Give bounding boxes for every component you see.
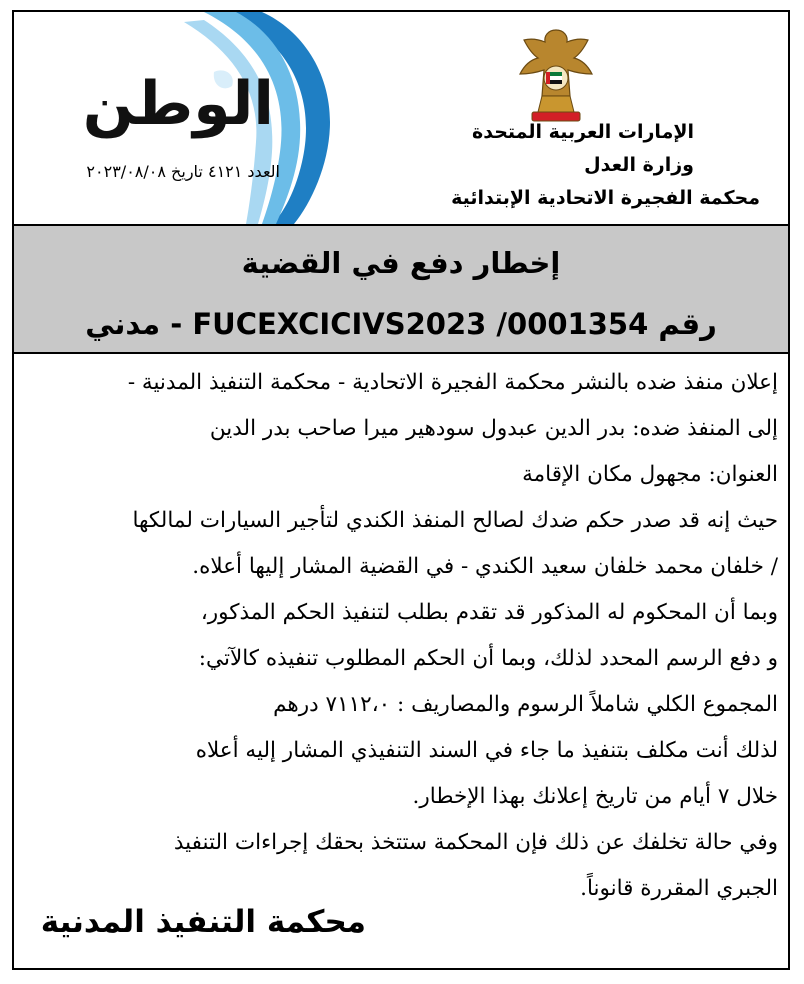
body-line: خلال ٧ أيام من تاريخ إعلانك بهذا الإخطار. [412,784,778,809]
newspaper-logo: الوطن [82,69,274,139]
title-band [14,224,788,354]
notice-frame [12,10,790,970]
body-line: وبما أن المحكوم له المذكور قد تقدم بطلب لتنفيذ الحكم المذكور، [200,600,778,625]
court-name: محكمة الفجيرة الاتحادية الإبتدائية [451,187,760,209]
uae-emblem-icon [518,26,594,124]
case-number: رقم FUCEXCICIVS2023 /0001354 - مدني [85,307,717,341]
country-name: الإمارات العربية المتحدة [472,121,694,143]
body-line: لذلك أنت مكلف بتنفيذ ما جاء في السند التنفيذي المشار إليه أعلاه [195,738,778,763]
body-line: إعلان منفذ ضده بالنشر محكمة الفجيرة الاتحادية - محكمة التنفيذ المدنية - [127,370,778,395]
signature: محكمة التنفيذ المدنية [40,904,366,940]
body-line: العنوان: مجهول مكان الإقامة [522,462,778,487]
ministry-name: وزارة العدل [584,154,694,176]
body-line: وفي حالة تخلفك عن ذلك فإن المحكمة ستتخذ بحقك إجراءات التنفيذ [173,830,778,855]
issue-info: العدد ٤١٢١ تاريخ ٢٠٢٣/٠٨/٠٨ [86,162,280,181]
government-heading [394,116,760,215]
body-line: إلى المنفذ ضده: بدر الدين عبدول سودهير ميرا صاحب بدر الدين [209,416,778,441]
body-line: / خلفان محمد خلفان سعيد الكندي - في القضية المشار إليها أعلاه. [192,554,778,579]
notice-title: إخطار دفع في القضية [241,246,561,280]
header [14,12,788,224]
notice-body [22,360,778,912]
body-line: الجبري المقررة قانوناً. [580,876,778,901]
body-line: المجموع الكلي شاملاً الرسوم والمصاريف : ٧١١٢،٠ درهم [273,692,778,717]
body-line: و دفع الرسم المحدد لذلك، وبما أن الحكم المطلوب تنفيذه كالآتي: [198,646,778,671]
body-line: حيث إنه قد صدر حكم ضدك لصالح المنفذ الكندي لتأجير السيارات لمالكها [132,508,778,533]
